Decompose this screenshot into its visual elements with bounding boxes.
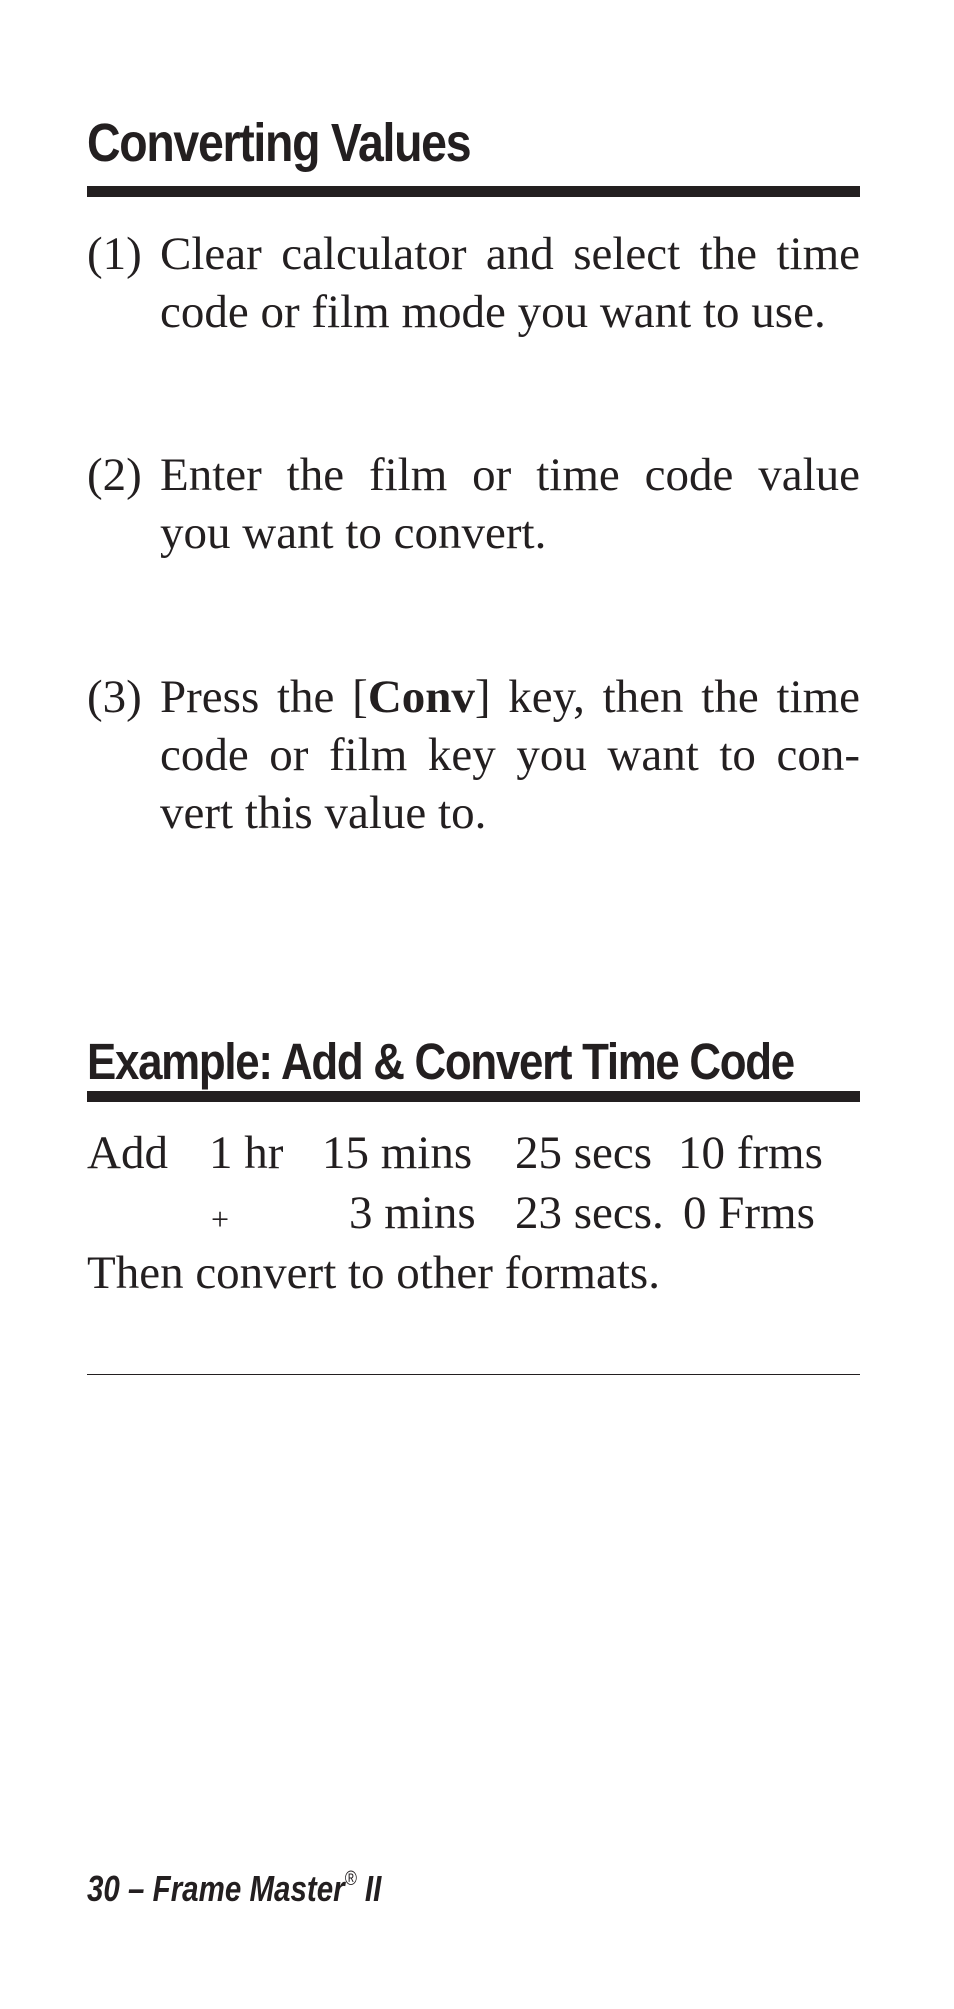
registered-mark: ®	[344, 1868, 357, 1890]
page-title: Converting Values	[87, 113, 471, 173]
seconds-value: 25 secs	[515, 1127, 653, 1179]
step-number: (1)	[87, 228, 142, 280]
frames-value: 10 frms	[678, 1127, 823, 1179]
step-text: Press the [Conv] key, then the time code or film key you want to con-vert this value to.	[160, 671, 860, 839]
step-text: Enter the film or time code value you want to convert.	[160, 449, 860, 559]
step-1	[87, 225, 860, 341]
plus-operator: +	[211, 1201, 230, 1237]
example-title: Example: Add & Convert Time Code	[87, 1033, 794, 1090]
example-row-convert: Then convert to other formats.	[87, 1247, 660, 1299]
step-text: Clear calculator and select the time code or film mode you want to use.	[160, 228, 860, 338]
section-divider	[87, 1374, 860, 1375]
step-number: (3)	[87, 671, 142, 723]
hours-value: 1 hr	[209, 1127, 284, 1179]
title-rule	[87, 186, 860, 197]
frames-value: 0 Frms	[683, 1187, 815, 1239]
seconds-value: 23 secs.	[515, 1187, 664, 1239]
step-2	[87, 446, 860, 562]
step-3	[87, 668, 860, 842]
example-rule	[87, 1091, 860, 1102]
add-label: Add	[87, 1127, 168, 1179]
minutes-value: 15 mins	[322, 1127, 473, 1179]
conv-key-label: Conv	[367, 671, 475, 723]
step-number: (2)	[87, 449, 142, 501]
minutes-value: 3 mins	[349, 1187, 476, 1239]
page-footer: 30 – Frame Master® II	[87, 1868, 382, 1909]
